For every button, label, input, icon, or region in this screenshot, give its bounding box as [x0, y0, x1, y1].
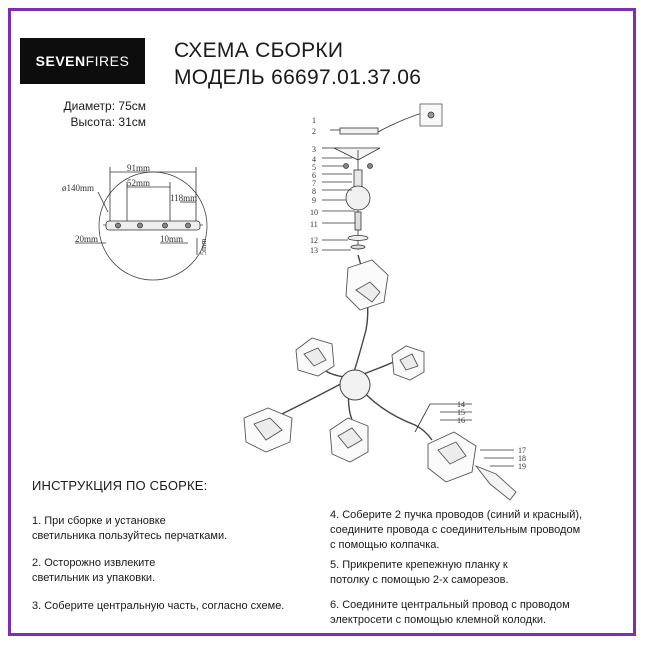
part-number: 17 [518, 446, 526, 455]
dim-label-52: 52mm [127, 178, 151, 188]
part-numbers [310, 116, 526, 471]
part-number: 7 [312, 179, 316, 188]
title-line-2: МОДЕЛЬ 66697.01.37.06 [174, 66, 422, 89]
instruction-step-5: 5. Прикрепите крепежную планку к потолку с помощью 2-х саморезов. [330, 559, 509, 586]
instruction-step-2: 2. Осторожно извлеките светильник из упаковки. [32, 557, 156, 584]
part-number: 14 [457, 400, 465, 409]
part-number: 13 [310, 246, 318, 255]
part-number: 11 [310, 220, 318, 229]
dim-label-91: 91mm [127, 163, 151, 173]
mounting-plate-detail [62, 163, 208, 280]
instruction-step-1: 1. При сборке и установке светильника пользуйтесь перчатками. [32, 515, 228, 542]
title-line-1: СХЕМА СБОРКИ [174, 39, 344, 62]
part-number: 12 [310, 236, 318, 245]
dim-label-20: 20mm [75, 234, 99, 244]
glass-shades [244, 260, 516, 500]
instruction-step-6: 6. Соедините центральный провод с проводом электросети с помощью клемной колодки. [330, 599, 570, 626]
diameter-text: Диаметр: 75см [63, 99, 146, 113]
part-number: 2 [312, 127, 316, 136]
part-number: 16 [457, 416, 465, 425]
part-number: 9 [312, 196, 316, 205]
part-number: 15 [457, 408, 465, 417]
part-number: 19 [518, 462, 526, 471]
part-number: 3 [312, 145, 316, 154]
part-number: 6 [312, 171, 316, 180]
part-number: 18 [518, 454, 526, 463]
part-number: 4 [312, 155, 316, 164]
dim-label-5: 5mm [199, 238, 208, 255]
dim-label-118: 118mm [170, 193, 198, 203]
part-number: 10 [310, 208, 318, 217]
part-number: 8 [312, 187, 316, 196]
dim-label-10: 10mm [160, 234, 184, 244]
instruction-step-4: 4. Соберите 2 пучка проводов (синий и красный), соедините провода с соединительным проводом с помощью колпачка. [330, 509, 583, 551]
canopy-assembly [322, 104, 442, 250]
logo-text: SEVENFIRES [35, 53, 130, 69]
part-number: 5 [312, 163, 316, 172]
instructions-heading: ИНСТРУКЦИЯ ПО СБОРКЕ: [32, 478, 208, 493]
instruction-step-3: 3. Соберите центральную часть, согласно схеме. [32, 600, 285, 612]
part-number: 1 [312, 116, 316, 125]
height-text: Высота: 31см [70, 115, 146, 129]
dim-label-140: ø140mm [62, 183, 95, 193]
